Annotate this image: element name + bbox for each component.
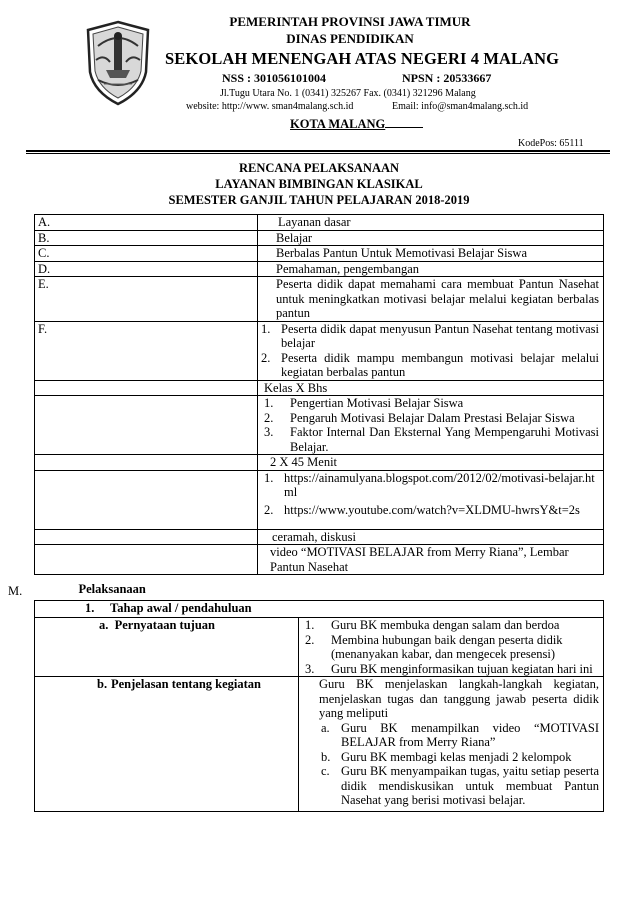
list-item: 2. Pengaruh Motivasi Belajar Dalam Prestasi Belajar Siswa (264, 410, 575, 425)
header-email: Email: info@sman4malang.sch.id (392, 101, 529, 112)
list-item: 3. Guru BK menginformasikan tujuan kegiatan hari ini (305, 661, 593, 676)
row-value: Berbalas Pantun Untuk Memotivasi Belajar Siswa (258, 246, 604, 262)
header-rule (26, 150, 610, 152)
row-value: Kelas X Bhs (258, 380, 604, 396)
header-city: KOTA MALANG (290, 116, 423, 132)
table-row (35, 470, 604, 529)
plan-table (34, 214, 604, 575)
header-npsn: NPSN : 20533667 (402, 71, 492, 85)
row-value: Peserta didik dapat memahami cara membuat Pantun Nasehat untuk meningkatkan motivasi belajar melalui kegiatan berbalas pantun (258, 277, 604, 322)
row-key (35, 380, 258, 396)
row-key: A. (35, 215, 258, 231)
list-item: 3. Faktor Internal Dan Eksternal Yang Mempengaruhi Motivasi Belajar. (264, 425, 599, 454)
table-row (35, 545, 604, 575)
header-address: Jl.Tugu Utara No. 1 (0341) 325267 Fax. (0341) 321296 Malang (220, 88, 476, 99)
list-item: a. Guru BK menampilkan video “MOTIVASI BELAJAR from Merry Riana” (321, 720, 599, 749)
table-row (35, 582, 604, 601)
header-province: PEMERINTAH PROVINSI JAWA TIMUR (229, 14, 471, 29)
row-key (35, 529, 258, 545)
table-row (35, 618, 604, 677)
row-value: Pemahaman, pengembangan (258, 261, 604, 277)
row-key: E. (35, 277, 258, 322)
row-key: C. (35, 246, 258, 262)
header-nss: NSS : 301056101004 (222, 71, 327, 85)
table-row (35, 380, 604, 396)
table-row (35, 321, 604, 380)
list-item: 1. Pengertian Motivasi Belajar Siswa (264, 396, 464, 410)
step-b-content (299, 677, 604, 812)
table-row (35, 601, 604, 618)
table-row (35, 215, 604, 231)
row-value: ceramah, diskusi (258, 529, 604, 545)
objectives-list (261, 322, 599, 380)
row-value (258, 470, 604, 529)
material-list (264, 396, 599, 454)
row-key (35, 396, 258, 455)
header-postal-code: KodePos: 65111 (518, 138, 584, 149)
step-a-label: a. Pernyataan tujuan (35, 618, 299, 677)
list-item: c. Guru BK menyampaikan tugas, yaitu setiap peserta didik mendiskusikan untuk membuat Pantun Nasehat yang berisi motivasi belajar. (321, 764, 599, 807)
row-key: B. (35, 230, 258, 246)
table-row (35, 529, 604, 545)
row-value: Belajar (258, 230, 604, 246)
letterhead (0, 0, 638, 160)
source-list (264, 471, 600, 518)
list-item: 2. Peserta didik mampu membangun motivasi belajar melalui kegiatan berbalas pantun (261, 350, 599, 379)
table-row (35, 396, 604, 455)
table-row (35, 677, 604, 812)
list-item: 1. https://ainamulyana.blogspot.com/2012/02/motivasi-belajar.html (264, 470, 595, 499)
row-key (35, 455, 258, 471)
list-item: 1. Peserta didik dapat menyusun Pantun Nasehat tentang motivasi belajar (261, 321, 599, 350)
header-school-name: SEKOLAH MENENGAH ATAS NEGERI 4 MALANG (165, 49, 560, 68)
list-item: 1. Guru BK membuka dengan salam dan berdoa (305, 618, 560, 632)
list-item: 2. Membina hubungan baik dengan peserta didik (menanyakan kabar, dan mengecek presensi) (305, 632, 563, 661)
step-b-list (321, 721, 599, 808)
row-value: Layanan dasar (258, 215, 604, 231)
row-value: 2 X 45 Menit (258, 455, 604, 471)
row-value: video “MOTIVASI BELAJAR from Merry Riana”, Lembar Pantun Nasehat (258, 545, 604, 575)
doc-title-line3: SEMESTER GANJIL TAHUN PELAJARAN 2018-2019 (168, 193, 470, 207)
header-website: website: http://www. sman4malang.sch.id (186, 101, 354, 112)
list-item: 2. https://www.youtube.com/watch?v=XLDMU-hwrsY&t=2s (264, 502, 580, 517)
table-row (35, 455, 604, 471)
doc-title-line1: RENCANA PELAKSANAAN (238, 161, 400, 175)
provincial-emblem-icon (84, 20, 152, 106)
row-value (258, 321, 604, 380)
table-row (35, 261, 604, 277)
step-b-intro: Guru BK menjelaskan langkah-langkah kegiatan, menjelaskan tugas dan tanggung jawab peserta didik yang meliputi (319, 677, 599, 720)
row-key: F. (35, 321, 258, 380)
list-item: b. Guru BK membagi kelas menjadi 2 kelompok (321, 749, 572, 764)
step-b-label: b. Penjelasan tentang kegiatan (35, 677, 299, 812)
implementation-table (34, 582, 604, 812)
table-row (35, 246, 604, 262)
table-row (35, 230, 604, 246)
header-rule-thin (26, 153, 610, 154)
doc-title-line2: LAYANAN BIMBINGAN KLASIKAL (215, 177, 423, 191)
step-a-content (299, 618, 604, 677)
row-key: D. (35, 261, 258, 277)
section-m-title: Pelaksanaan (35, 582, 604, 601)
section-m-label: M. (8, 584, 23, 598)
step-a-list (305, 618, 599, 676)
table-row (35, 277, 604, 322)
header-department: DINAS PENDIDIKAN (286, 31, 414, 46)
stage-1-title: 1. Tahap awal / pendahuluan (35, 601, 604, 618)
row-value (258, 396, 604, 455)
row-key (35, 545, 258, 575)
row-key (35, 470, 258, 529)
